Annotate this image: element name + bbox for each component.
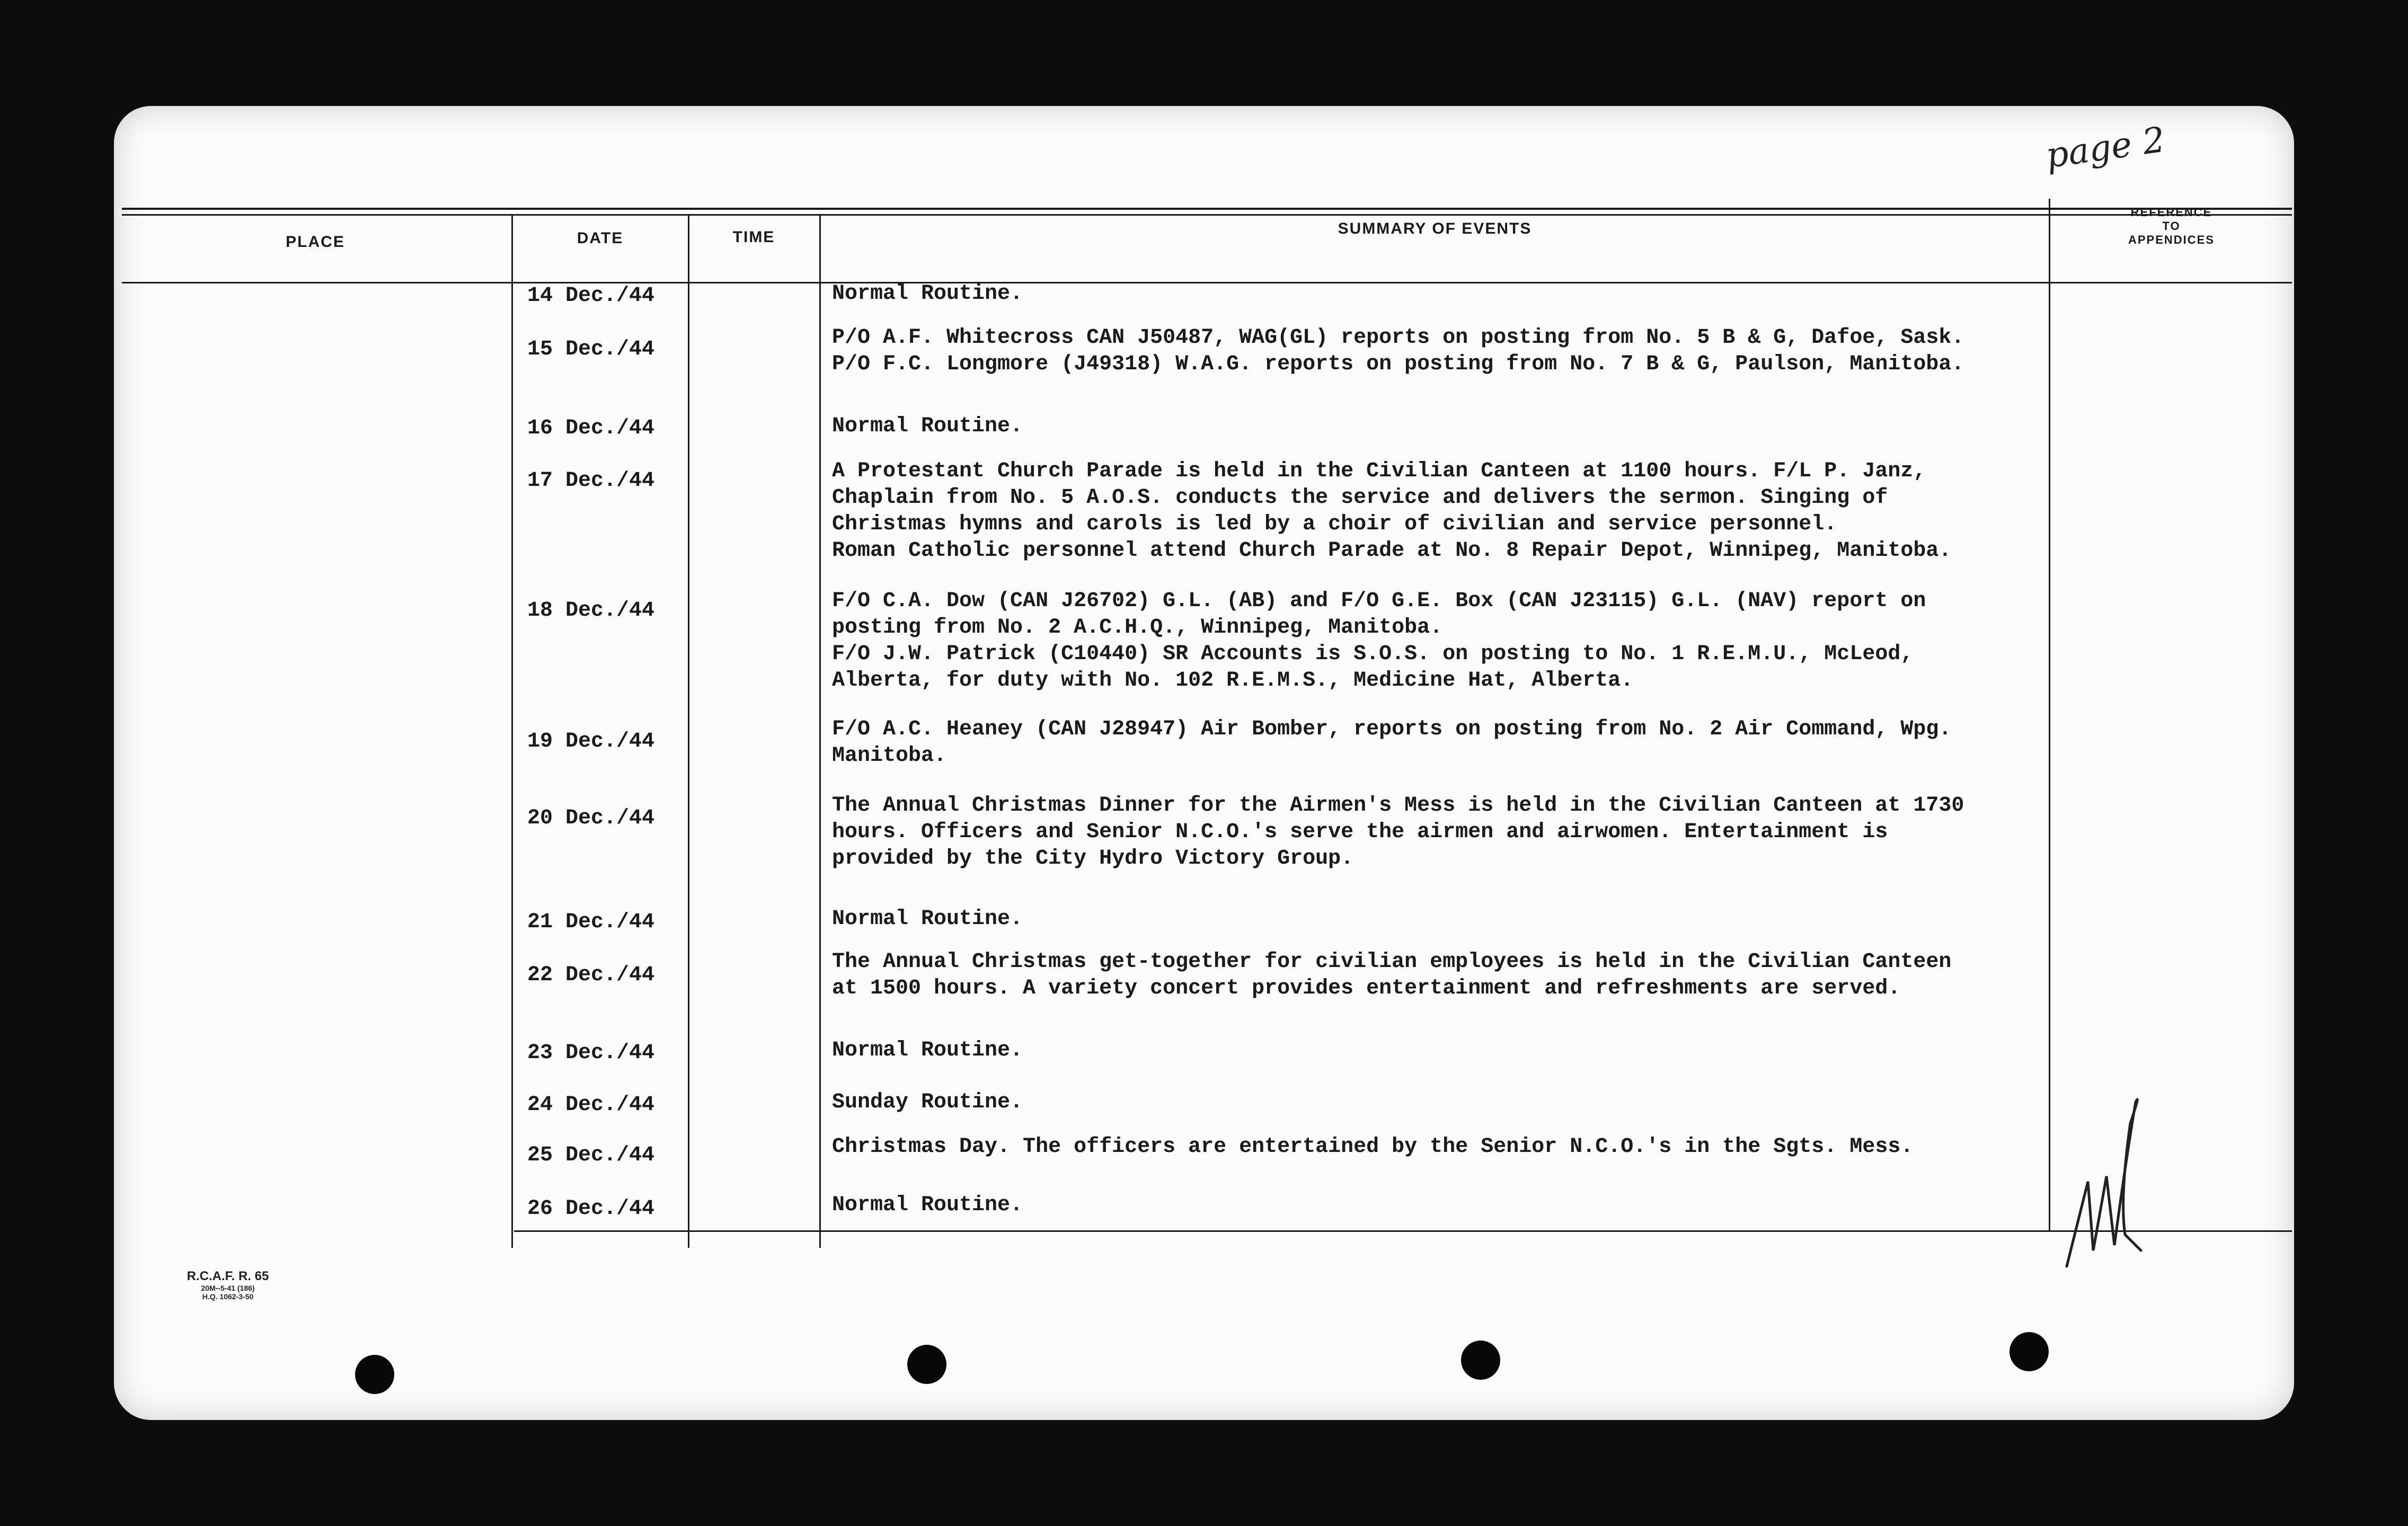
summary-line: Sunday Routine. [832,1090,1023,1114]
form-number-line: 20M--5-41 (186) [201,1284,255,1292]
entry-summary [832,1192,2035,1219]
summary-line: Normal Routine. [832,1039,1023,1062]
summary-line: Christmas Day. The officers are entertained by the Senior N.C.O.'s in the Sgts. Mess. [832,1135,1914,1159]
entry-summary [832,281,2035,307]
summary-line: Roman Catholic personnel attend Church Parade at No. 8 Repair Depot, Winnipeg, Manitoba. [832,539,1952,563]
form-number [159,1269,297,1301]
form-number-line: H.Q. 1062-3-50 [202,1292,254,1301]
col-divider-summary [2049,199,2050,1232]
header-date: DATE [577,229,624,247]
col-divider-place [511,215,513,1248]
summary-line: Chaplain from No. 5 A.O.S. conducts the service and delivers the sermon. Singing of [832,486,1888,510]
entry-date: 20 Dec./44 [527,806,655,830]
entry-date: 22 Dec./44 [527,963,655,987]
entry-date: 15 Dec./44 [527,338,655,361]
header-reference-line: REFERENCE [2130,206,2212,219]
entry-summary [832,458,2035,564]
entry-date: 14 Dec./44 [527,284,655,308]
entry-date: 24 Dec./44 [527,1093,655,1117]
handwritten-initials [2056,1092,2162,1272]
entry-summary [832,1134,2035,1160]
summary-line: F/O C.A. Dow (CAN J26702) G.L. (AB) and F/O G.E. Box (CAN J23115) G.L. (NAV) report on [832,589,1926,613]
summary-line: at 1500 hours. A variety concert provides entertainment and refreshments are served. [832,977,1901,1000]
header-summary: SUMMARY OF EVENTS [1338,220,1532,237]
binder-hole [907,1345,946,1384]
top-rule-2 [122,214,2292,216]
summary-line: F/O J.W. Patrick (C10440) SR Accounts is S.O.S. on posting to No. 1 R.E.M.U., McLeod, [832,642,1914,666]
header-time: TIME [732,228,775,246]
binder-hole [355,1355,394,1394]
bottom-rule [514,1230,2292,1232]
summary-line: Normal Routine. [832,907,1023,931]
form-number-line: R.C.A.F. R. 65 [187,1269,269,1283]
entry-summary [832,588,2035,694]
entry-summary [832,1037,2035,1064]
entry-summary [832,1089,2035,1116]
entry-summary [832,949,2035,1002]
header-reference-line: APPENDICES [2128,233,2215,246]
summary-line: The Annual Christmas Dinner for the Airmen's Mess is held in the Civilian Canteen at 1730 [832,794,1964,818]
binder-hole [2009,1332,2049,1371]
entry-date: 21 Dec./44 [527,910,655,934]
summary-line: Christmas hymns and carols is led by a choir of civilian and service personnel. [832,512,1837,536]
entry-summary [832,413,2035,440]
summary-line: Alberta, for duty with No. 102 R.E.M.S., Medicine Hat, Alberta. [832,669,1634,693]
header-place: PLACE [286,233,345,251]
entry-summary [832,793,2035,872]
summary-line: Manitoba. [832,744,947,768]
summary-line: P/O F.C. Longmore (J49318) W.A.G. reports on posting from No. 7 B & G, Paulson, Manitoba. [832,352,1964,376]
entry-date: 18 Dec./44 [527,599,655,623]
summary-line: P/O A.F. Whitecross CAN J50487, WAG(GL) reports on posting from No. 5 B & G, Dafoe, Sask. [832,326,1964,350]
entry-summary [832,906,2035,933]
binder-hole [1461,1341,1500,1380]
summary-line: The Annual Christmas get-together for civilian employees is held in the Civilian Canteen [832,950,1952,974]
entry-summary [832,716,2035,769]
summary-line: A Protestant Church Parade is held in the Civilian Canteen at 1100 hours. F/L P. Janz, [832,459,1926,483]
entry-date: 26 Dec./44 [527,1197,655,1221]
entry-summary [832,325,2035,378]
summary-line: posting from No. 2 A.C.H.Q., Winnipeg, Manitoba. [832,616,1443,640]
summary-line: provided by the City Hydro Victory Group. [832,847,1354,871]
top-rule [122,208,2292,210]
entry-date: 19 Dec./44 [527,730,655,753]
summary-line: F/O A.C. Heaney (CAN J28947) Air Bomber, reports on posting from No. 2 Air Command, Wpg. [832,717,1952,741]
handwritten-page-note: page 2 [2043,119,2168,176]
col-divider-time [819,215,821,1248]
summary-line: hours. Officers and Senior N.C.O.'s serve the airmen and airwomen. Entertainment is [832,820,1888,844]
header-reference-line: TO [2162,219,2181,233]
entry-date: 16 Dec./44 [527,416,655,440]
entry-date: 17 Dec./44 [527,469,655,493]
summary-line: Normal Routine. [832,414,1023,438]
entry-date: 25 Dec./44 [527,1143,655,1167]
summary-line: Normal Routine. [832,282,1023,306]
header-reference [2051,206,2292,247]
summary-line: Normal Routine. [832,1193,1023,1217]
entry-date: 23 Dec./44 [527,1041,655,1065]
